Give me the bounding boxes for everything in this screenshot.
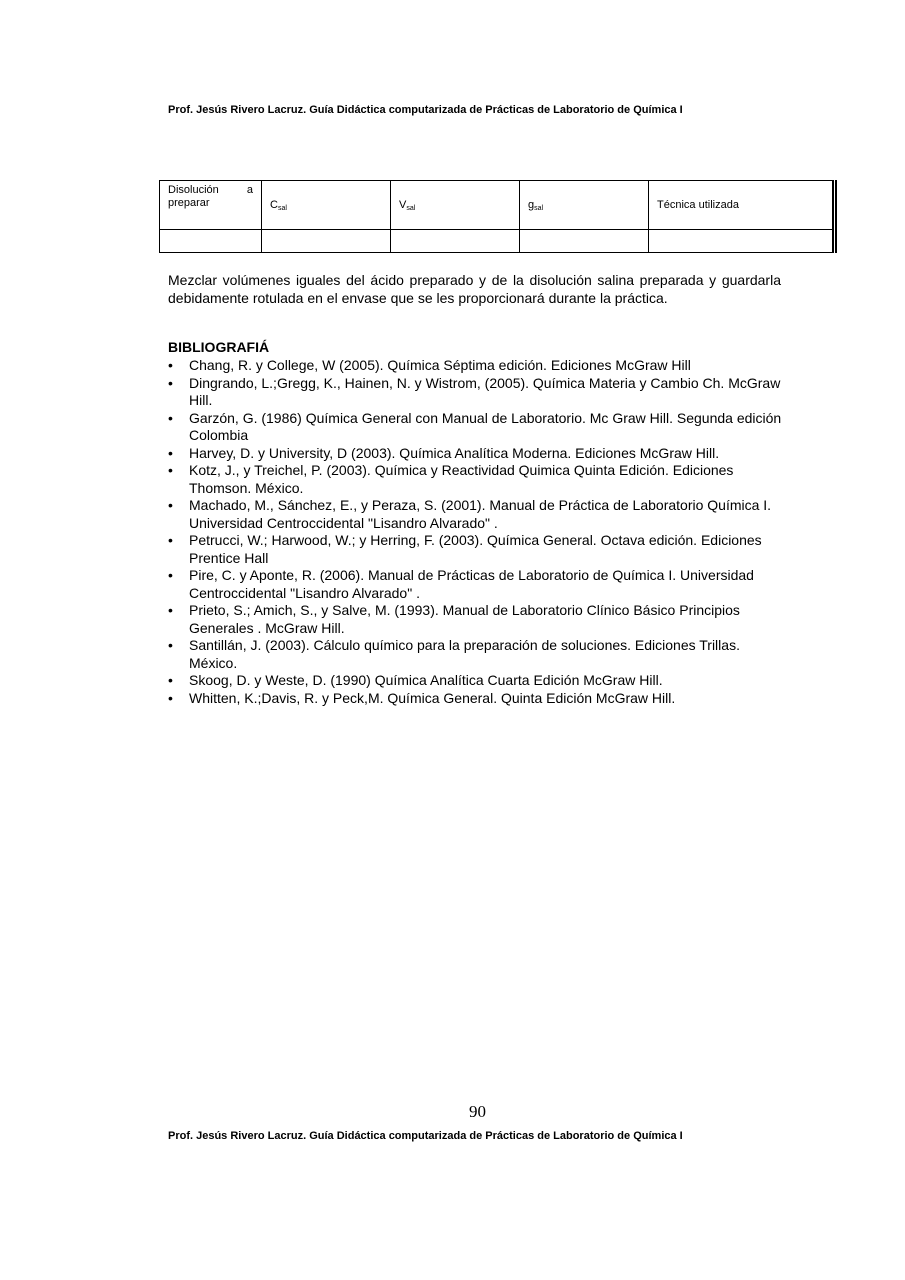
bibliography-title: BIBLIOGRAFIÁ bbox=[168, 339, 270, 355]
table-cell bbox=[160, 230, 262, 253]
table-row bbox=[160, 230, 835, 253]
table-header-row bbox=[160, 181, 835, 230]
col-disolucion-word3: preparar bbox=[168, 197, 210, 209]
table-cell bbox=[520, 230, 649, 253]
list-item: • Whitten, K.;Davis, R. y Peck,M. Química General. Quinta Edición McGraw Hill. bbox=[168, 689, 676, 706]
table-cell bbox=[391, 230, 520, 253]
instruction-paragraph: Mezclar volúmenes iguales del ácido preparado y de la disolución salina preparada y guardarla debidamente rotulada en el envase que se les proporcionará durante la práctica. bbox=[168, 272, 781, 306]
list-item: • Chang, R. y College, W (2005). Química Séptima edición. Ediciones McGraw Hill bbox=[168, 357, 691, 373]
col-disolucion bbox=[160, 181, 262, 230]
col-concentration: $C_{sal}$ bbox=[262, 181, 391, 230]
list-item: • Pire, C. y Aponte, R. (2006). Manual de Prácticas de Laboratorio de Química I. Universidad Centroccidental "Lisandro Alvarado" . bbox=[168, 567, 754, 601]
table-cell bbox=[649, 230, 835, 253]
list-item: • Prieto, S.; Amich, S., y Salve, M. (1993). Manual de Laboratorio Clínico Básico Principios Generales . McGraw Hill. bbox=[168, 602, 740, 636]
list-item: • Skoog, D. y Weste, D. (1990) Química Analítica Cuarta Edición McGraw Hill. bbox=[168, 672, 663, 688]
running-header: Prof. Jesús Rivero Lacruz. Guía Didáctica computarizada de Prácticas de Laboratorio de Química I bbox=[168, 104, 683, 116]
col-volume: $V_{sal}$ bbox=[391, 181, 520, 230]
col-tecnica: Técnica utilizada bbox=[649, 181, 835, 230]
table-cell bbox=[262, 230, 391, 253]
bibliography-list bbox=[168, 357, 788, 707]
list-item: • Petrucci, W.; Harwood, W.; y Herring, F. (2003). Química General. Octava edición. Ediciones Prentice Hall bbox=[168, 532, 762, 566]
col-disolucion-word1: Disolución bbox=[168, 184, 219, 196]
running-footer: Prof. Jesús Rivero Lacruz. Guía Didáctica computarizada de Prácticas de Laboratorio de Química I bbox=[168, 1130, 683, 1142]
salt-solution-table bbox=[159, 180, 837, 253]
list-item: • Dingrando, L.;Gregg, K., Hainen, N. y Wistrom, (2005). Química Materia y Cambio Ch. McGraw Hill. bbox=[168, 374, 781, 408]
list-item: • Kotz, J., y Treichel, P. (2003). Química y Reactividad Quimica Quinta Edición. Ediciones Thomson. México. bbox=[168, 462, 734, 496]
page-number: 90 bbox=[469, 1102, 486, 1121]
list-item: • Machado, M., Sánchez, E., y Peraza, S. (2001). Manual de Práctica de Laboratorio Química I. Universidad Centroccidental "Lisandro Alvarado" . bbox=[168, 497, 772, 531]
col-grams: $g_{sal}$ bbox=[520, 181, 649, 230]
col-disolucion-word2: a bbox=[246, 184, 253, 196]
list-item: • Harvey, D. y University, D (2003). Química Analítica Moderna. Ediciones McGraw Hill. bbox=[168, 444, 720, 461]
list-item: • Santillán, J. (2003). Cálculo químico para la preparación de soluciones. Ediciones Trillas. México. bbox=[168, 637, 740, 671]
list-item: • Garzón, G. (1986) Química General con Manual de Laboratorio. Mc Graw Hill. Segunda edición Colombia bbox=[168, 409, 782, 443]
